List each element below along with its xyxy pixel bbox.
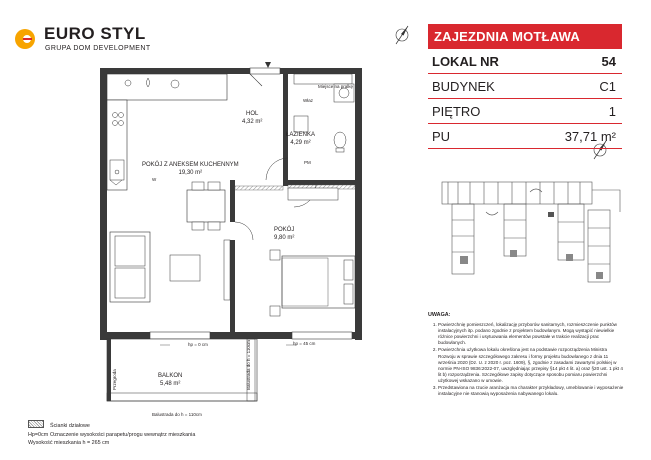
note-item: 3. Przedstawiona na rzucie aranżacja ma charakter przykładowy, umeblowanie i wyposażenie instalacyjne nie stanowią wyposażenia nabywanego lokalu. [438,385,624,397]
notes-section [428,312,624,398]
legend-symbol: Hp=0cm [28,432,49,438]
legend-text: Oznaczenie wysokości parapetu/progu wewnątrz mieszkania [50,432,196,438]
washer-label: Miejsce na pralkę [318,84,354,89]
room-area: 5,48 m² [160,380,181,387]
legend-row [28,420,195,431]
pm-label: PM [304,160,311,165]
note-item: 1. Powierzchnię pomieszczeń, lokalizację przyborów sanitarnych, rozmieszczenie punktów instalacyjnych itp. podano zgodnie z projektem budowlanym. Mogą wystąpić niewielkie różnice powierzchni i usytuowania elementów powstałe w trakcie realizacji prac budowlanych. [438,322,624,346]
info-value: C1 [599,78,616,94]
room-name: POKÓJ [274,227,295,233]
north-arrow-icon [391,24,413,46]
building-key-plan [440,172,625,292]
room-name: HOL [246,111,259,117]
unit-info-table [428,24,622,149]
room-name: POKÓJ Z ANEKSEM KUCHENNYM [142,162,239,168]
unit-highlight-marker [548,212,554,217]
floor-plan-drawing [90,60,390,405]
project-title: ZAJEZDNIA MOTŁAWA [428,24,622,49]
legend [28,420,195,447]
sill-height-window: hp = 45 cm [293,341,316,346]
info-row-floor [428,99,622,124]
info-key: PU [432,128,451,144]
partition-label: Przegroda [112,369,117,390]
legend-row [28,439,195,447]
room-name: BALKON [158,373,183,379]
info-row-unit-number [428,49,622,74]
room-label-living-kitchen [142,162,239,177]
info-value: 54 [601,53,616,69]
info-value: 37,71 m² [564,128,616,144]
note-item: 2. Powierzchnia użytkowa lokalu określona jest na podstawie rozporządzenia Ministra Rozwoju w sprawie szczegółowego zakresu i formy projektu budowlanego z dnia 11 września 2020 (Dz. U. z 2020 r. poz. 1609), §, zgodnie z zasadami zawartymi polskiej w normie PN-ISO 9836:2022-07, uwzględniając przepisy §14 pkt 4 lit. a) oraz §20 ust. 1 pkt 4 lit b) rozporządzenia. Szczegółowe zapisy dotyczące sposobu pomiaru powierzchni użytkowej wskazano w umowie. [438,347,624,384]
balustrade-note: Balustrada do h = 110cm [152,412,202,417]
brand-name: EURO STYL [44,24,146,43]
room-label-bedroom [274,227,294,242]
vent-label: W [152,177,157,182]
info-key: BUDYNEK [432,78,495,94]
room-area: 9,80 m² [274,234,295,241]
floor-plan [90,60,390,417]
info-row-building [428,74,622,99]
info-key: PIĘTRO [432,103,481,119]
room-label-balcony [158,373,182,388]
legend-text: Ścianki działowe [50,422,90,429]
room-area: 4,29 m² [290,139,311,146]
eurostyl-logo-icon [14,28,36,50]
room-name: ŁAZIENKA [286,132,316,138]
room-label-hall [242,111,262,126]
balustrade-note-vertical: Balustrada do h = 110cm [246,340,251,390]
legend-text: Wysokość mieszkania h = 265 cm [28,440,110,446]
info-key: LOKAL NR [432,53,499,69]
room-area: 4,32 m² [242,118,263,125]
room-label-bathroom [286,132,315,147]
brand-tagline: GRUPA DOM DEVELOPMENT [45,45,151,52]
info-row-area [428,124,622,149]
legend-row [28,431,195,439]
room-area: 19,30 m² [178,169,203,176]
info-value: 1 [608,103,616,119]
partition-hatch-icon [28,420,44,428]
notes-heading: UWAGA: [428,312,451,318]
sill-height-balcony: hp = 0 cm [188,342,208,347]
brand-logo [14,24,174,60]
hatch-label: Właz [303,98,313,103]
